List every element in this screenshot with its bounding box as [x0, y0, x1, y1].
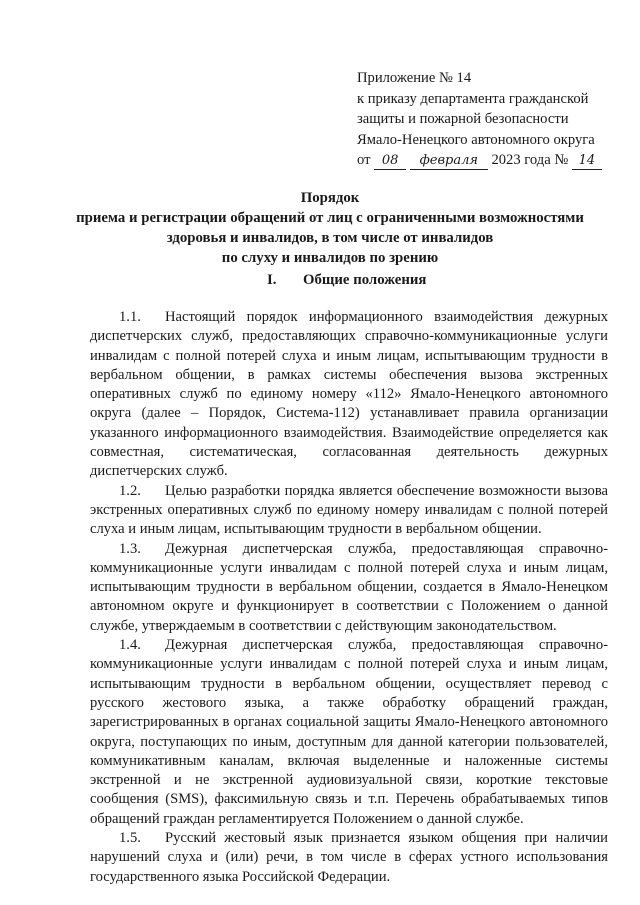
paragraph — [90, 636, 608, 829]
paragraph-number: 1.4. — [119, 637, 141, 654]
appendix-line-2: к приказу департамента гражданской — [357, 90, 589, 107]
paragraph-text: Дежурная диспетчерская служба, предоставляющая справочно-коммуникационные услуги инвалидам с полной потерей слуха и иным лицам, испытывающим трудности в вербальном общении, осуществляет перевод с русского жестового языка, а также обработку обращений граждан, зарегистрированных в органах социальной защиты Ямало-Ненецкого автономного округа, поступающих по иным, доступным для данной категории пользователей, коммуникативным каналам, включая выделенные и наложенные системы экстренной и не экстренной аудиовизуальной связи, короткие текстовые сообщения (SMS), факсимильную связь и т.п. Перечень обрабатываемых типов обращений граждан регламентируется Положением о данной службе. — [90, 637, 608, 827]
paragraph-text: Настоящий порядок информационного взаимодействия дежурных диспетчерских служб, предоставляющих справочно-коммуникационные услуги инвалидам с полной потерей слуха и иным лицам, испытывающим трудности в вербальном общении, в рамках системы обеспечения вызова экстренных оперативных служб по единому номеру «112» Ямало-Ненецкого автономного округа (далее – Порядок, Система-112) устанавливает правила организации указанного информационного взаимодействия. Взаимодействие определяется как совместная, систематическая, согласованная деятельность дежурных диспетчерских служб. — [90, 309, 608, 480]
paragraph-text: Целью разработки порядка является обеспечение возможности вызова экстренных оперативных служб по единому номеру инвалидам с полной потерей слуха и иным лицам, испытывающим трудности в вербальном общении. — [90, 482, 608, 538]
paragraph-number: 1.3. — [119, 540, 141, 557]
appendix-line-4: Ямало-Ненецкого автономного округа — [357, 131, 595, 148]
paragraph — [90, 540, 608, 636]
document-title — [70, 188, 590, 268]
paragraph — [90, 482, 608, 540]
paragraph-number: 1.2. — [119, 482, 141, 499]
paragraph-text: Дежурная диспетчерская служба, предоставляющая справочно-коммуникационные услуги инвалидам с полной потерей слуха и иным лицам, испытывающим трудности в вербальном общении, создается в Ямало-Ненецком автономном округе и функционирует в соответствии с Положением о данной службе, утверждаемым в соответствии с действующим законодательством. — [90, 540, 608, 634]
section-number: I. — [267, 272, 277, 288]
paragraph — [90, 829, 608, 887]
appendix-date-line — [357, 150, 617, 171]
title-line-2: приема и регистрации обращений от лиц с ограниченными возможностями — [76, 210, 584, 226]
title-line-4: по слуху и инвалидов по зрению — [221, 250, 439, 266]
paragraph-number: 1.1. — [119, 309, 141, 325]
from-label: от — [357, 152, 371, 168]
handwritten-day: 08 — [374, 153, 406, 170]
handwritten-month: февраля — [410, 153, 488, 170]
handwritten-number: 14 — [572, 153, 602, 170]
appendix-line-1: Приложение № 14 — [357, 70, 472, 86]
title-line-3: здоровья и инвалидов, в том числе от инвалидов — [166, 230, 494, 246]
year-text: 2023 года № — [491, 152, 569, 168]
paragraph-number: 1.5. — [119, 830, 141, 847]
title-line-1: Порядок — [300, 190, 360, 206]
paragraph — [90, 308, 608, 482]
paragraph-text: Русский жестовый язык признается языком общения при наличии нарушений слуха и (или) речи, в том числе в сферах устного использования государственного языка Российской Федерации. — [90, 830, 608, 885]
document-body — [90, 308, 608, 887]
section-name: Общие положения — [303, 272, 427, 288]
appendix-header — [357, 68, 617, 171]
appendix-line-3: защиты и пожарной безопасности — [357, 111, 569, 127]
